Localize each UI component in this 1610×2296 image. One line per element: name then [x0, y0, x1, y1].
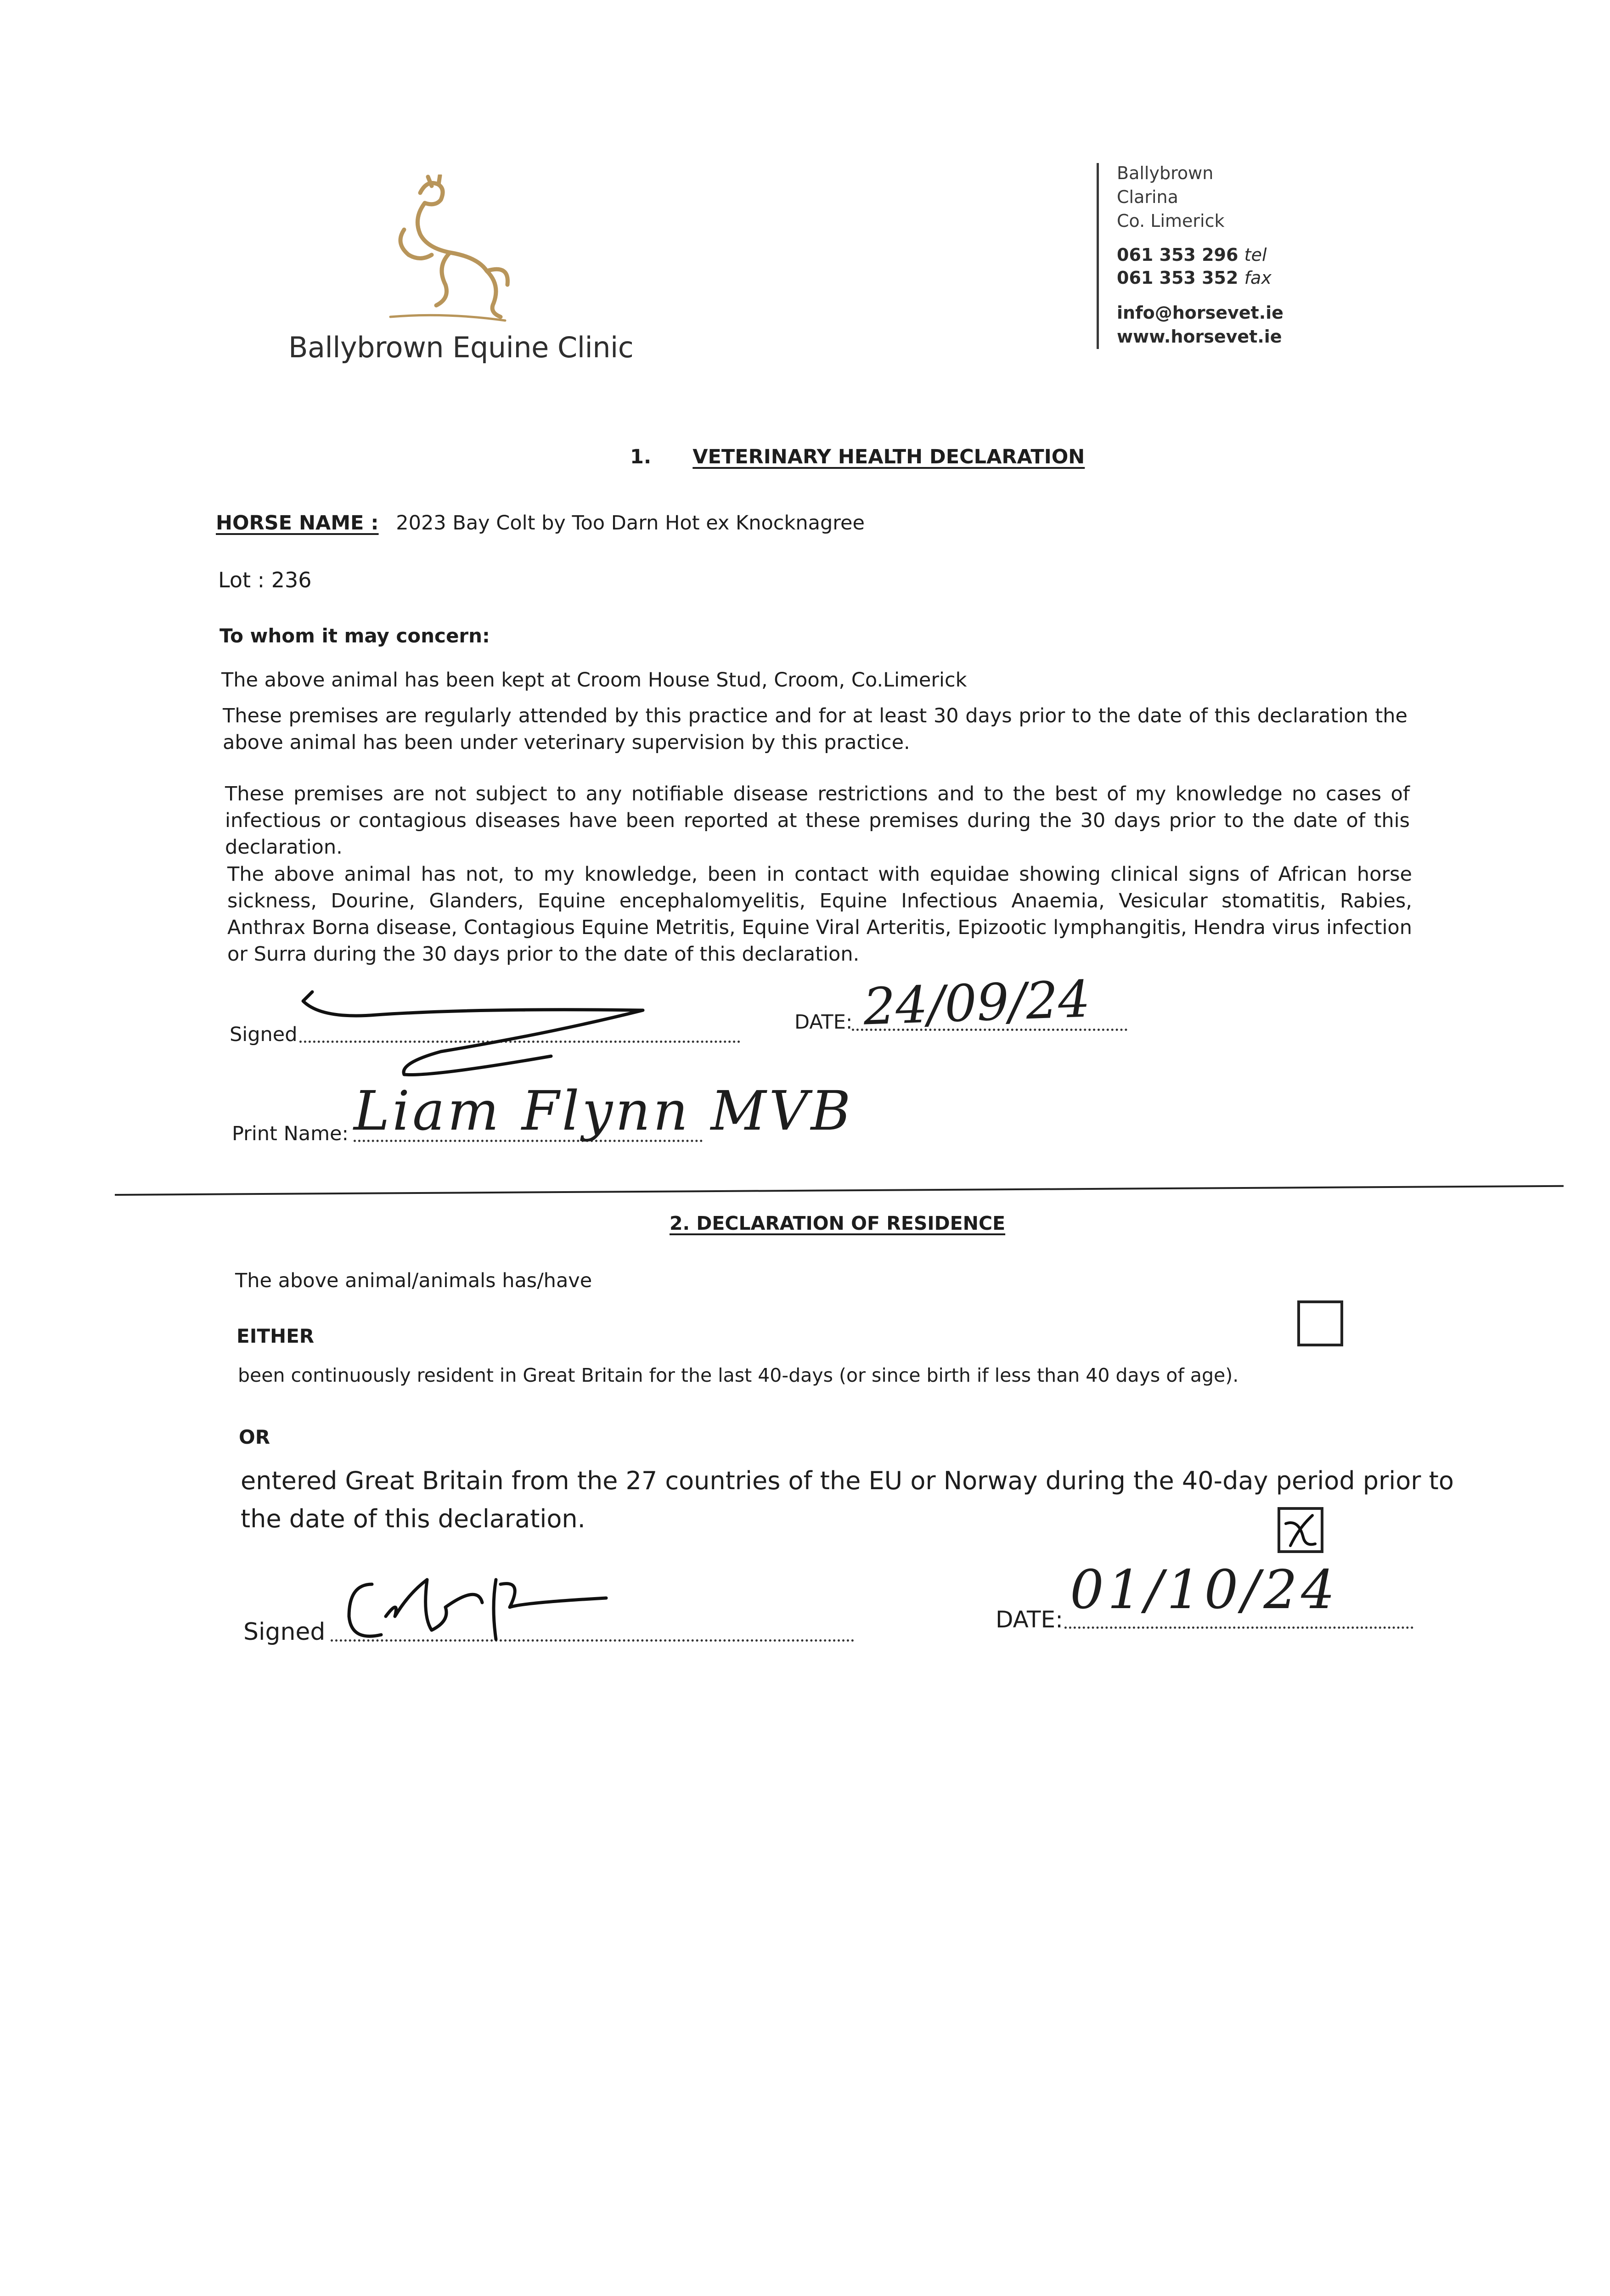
- lot-number: Lot : 236: [218, 568, 312, 592]
- horse-name-value: 2023 Bay Colt by Too Darn Hot ex Knocknagree: [396, 512, 865, 535]
- option2-checkbox[interactable]: [1278, 1507, 1323, 1553]
- section2-heading: [670, 1212, 1005, 1234]
- print-name-label: Print Name:: [232, 1122, 349, 1145]
- either-label: EITHER: [236, 1325, 315, 1347]
- date-value-1: 24/09/24: [862, 969, 1092, 1036]
- section1-title: VETERINARY HEALTH DECLARATION: [692, 445, 1085, 468]
- fax-suffix: fax: [1244, 268, 1272, 288]
- residence-intro: The above animal/animals has/have: [235, 1269, 592, 1292]
- horse-name-row: [216, 513, 865, 533]
- salutation: To whom it may concern:: [220, 625, 490, 647]
- clinic-name: Ballybrown Equine Clinic: [288, 331, 634, 364]
- date-line-2: [1064, 1626, 1413, 1629]
- signed-label-1: Signed: [230, 1023, 298, 1046]
- section1-number: 1.: [630, 445, 652, 468]
- section-divider: [115, 1185, 1564, 1196]
- section2-title: 2. DECLARATION OF RESIDENCE: [670, 1212, 1006, 1234]
- signed-label-2: Signed: [243, 1618, 326, 1646]
- option2-line1: entered Great Britain from the 27 countries of the EU or Norway during the 40-day period prior to: [241, 1466, 1454, 1495]
- check-mark-icon: [1280, 1510, 1321, 1550]
- tel-number: 061 353 296: [1117, 245, 1238, 265]
- website-link[interactable]: www.horsevet.ie: [1117, 326, 1282, 347]
- address-line: Co. Limerick: [1117, 211, 1225, 231]
- address-line: Clarina: [1117, 187, 1178, 207]
- paragraph-kept-at: The above animal has been kept at Croom House Stud, Croom, Co.Limerick: [221, 669, 967, 692]
- tel-suffix: tel: [1244, 245, 1267, 265]
- fax-line: [1117, 269, 1272, 287]
- or-label: OR: [239, 1426, 270, 1448]
- horse-logo-icon: [377, 174, 514, 326]
- clinic-logo: [377, 174, 514, 326]
- vet-signature: [294, 983, 661, 1084]
- fax-number: 061 353 352: [1117, 268, 1238, 288]
- horse-name-label: HORSE NAME :: [216, 512, 379, 535]
- tel-line: [1117, 246, 1267, 264]
- option2-line2: the date of this declaration.: [241, 1504, 585, 1533]
- address-divider: [1097, 163, 1099, 349]
- paragraph-restrictions: These premises are not subject to any notifiable disease restrictions and to the best of my knowledge no cases of infectious or contagious diseases have been reported at these premises during the 30 days prior to the date of this declaration.: [225, 782, 1410, 859]
- section1-heading: [630, 445, 1085, 468]
- option1-checkbox[interactable]: [1297, 1300, 1343, 1346]
- option1-text: been continuously resident in Great Britain for the last 40-days (or since birth if less than 40 days of age).: [238, 1364, 1239, 1386]
- date-value-2: 01/10/24: [1070, 1559, 1339, 1621]
- date-label-2: DATE:: [996, 1606, 1063, 1633]
- paragraph-supervision: These premises are regularly attended by this practice and for at least 30 days prior to the date of this declaration the above animal has been under veterinary supervision by this practice.: [223, 704, 1407, 754]
- address-line: Ballybrown: [1117, 163, 1214, 183]
- date-label-1: DATE:: [794, 1011, 853, 1034]
- paragraph-contact: The above animal has not, to my knowledge, been in contact with equidae showing clinical signs of African horse sickness, Dourine, Glanders, Equine encephalomyelitis, Equine Infectious Anaemia, Vesicular stomatitis, Rabies, Anthrax Borna disease, Contagious Equine Metritis, Equine Viral Arteritis, Epizootic lymphangitis, Hendra virus infection or Surra during the 30 days prior to the date of this declaration.: [227, 863, 1412, 966]
- print-name-value: Liam Flynn MVB: [354, 1079, 854, 1142]
- email-link[interactable]: info@horsevet.ie: [1117, 303, 1283, 323]
- resident-signature: [331, 1566, 615, 1658]
